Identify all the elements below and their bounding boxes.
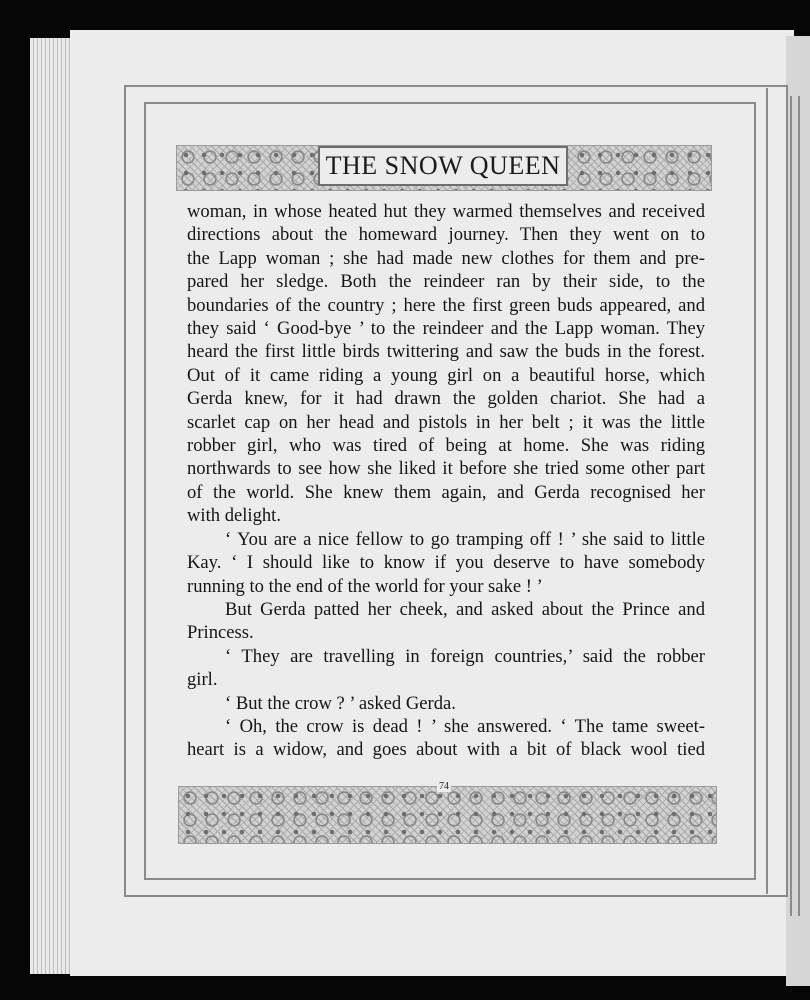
text-line: girl. [187, 669, 218, 691]
text-line: scarlet cap on her head and pistols in her belt ; it was the little [187, 411, 705, 433]
text-line: ‘ But the crow ? ’ asked Gerda. [225, 692, 456, 714]
text-line: pared her sledge. Both the reindeer ran by their side, to the [187, 271, 705, 293]
text-line: Gerda knew, for it had drawn the golden chariot. She had a [187, 388, 705, 410]
border-rule [766, 88, 768, 894]
text-line: they said ‘ Good-bye ’ to the reindeer and the Lapp woman. They [187, 318, 705, 340]
text-line: heart is a widow, and goes about with a bit of black wool tied [187, 739, 705, 761]
text-line: woman, in whose heated hut they warmed themselves and received [187, 201, 705, 222]
text-line: ‘ They are travelling in foreign countries,’ said the robber [225, 645, 705, 667]
next-page-edge [786, 36, 810, 986]
text-line: the Lapp woman ; she had made new clothes for them and pre- [187, 247, 705, 269]
text-line: heard the first little birds twittering and saw the buds in the forest. [187, 341, 705, 363]
text-line: But Gerda patted her cheek, and asked about the Prince and [225, 598, 705, 620]
text-line: running to the end of the world for your sake ! ’ [187, 575, 543, 597]
text-line: ‘ Oh, the crow is dead ! ’ she answered. ‘ The tame sweet- [225, 715, 705, 737]
text-line: with delight. [187, 505, 281, 527]
text-line: Kay. ‘ I should like to know if you deserve to have somebody [187, 552, 705, 574]
text-line: boundaries of the country ; here the first green buds appeared, and [187, 294, 705, 316]
text-line: of the world. She knew them again, and Gerda recognised her [187, 481, 705, 503]
title-panel [318, 146, 568, 186]
page-title: THE SNOW QUEEN [325, 151, 561, 180]
page-number: 74 [439, 781, 449, 792]
footer-ornament [178, 786, 717, 844]
text-line: robber girl, who was tired of being at home. She was riding [187, 435, 705, 457]
text-line: directions about the homeward journey. Then they went on to [187, 224, 705, 246]
body-text [187, 200, 705, 762]
text-line: Princess. [187, 622, 254, 644]
text-line: ‘ You are a nice fellow to go tramping off ! ’ she said to little [225, 528, 705, 550]
text-line: Out of it came riding a young girl on a beautiful horse, which [187, 364, 705, 386]
text-line: northwards to see how she liked it before she tried some other part [187, 458, 705, 480]
